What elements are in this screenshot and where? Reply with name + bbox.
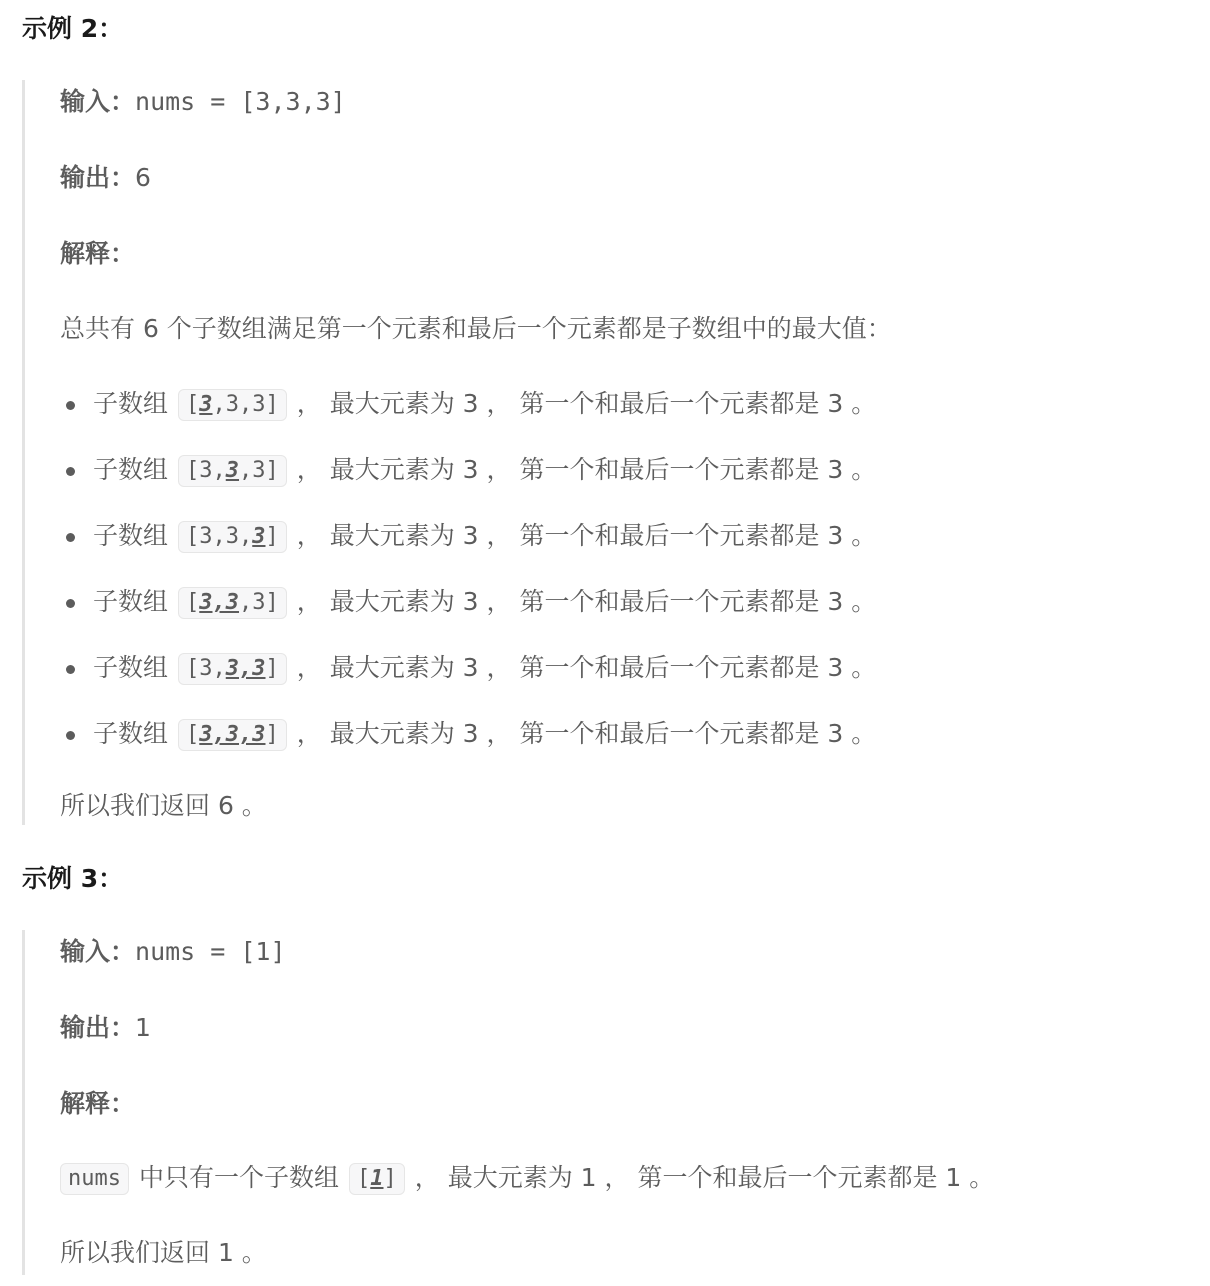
inline-code: [3,3,3]	[178, 587, 287, 619]
example-2-conclusion: 所以我们返回 6 。	[60, 791, 267, 820]
inline-code: [1]	[349, 1163, 405, 1195]
input-label: 输入：	[60, 937, 136, 966]
example-3-block	[22, 930, 995, 1275]
list-item	[60, 521, 876, 553]
explain-tail: ， 最大元素为 1 ， 第一个和最后一个元素都是 1 。	[414, 1163, 995, 1192]
bullet-icon	[66, 467, 75, 476]
bullet-icon	[66, 731, 75, 740]
item-suffix: ， 最大元素为 3 ， 第一个和最后一个元素都是 3 。	[296, 719, 877, 748]
item-prefix: 子数组	[93, 653, 169, 682]
item-suffix: ， 最大元素为 3 ， 第一个和最后一个元素都是 3 。	[296, 521, 877, 550]
output-label: 输出：	[60, 1013, 136, 1042]
example-2-explain-text: 总共有 6 个子数组满足第一个元素和最后一个元素都是子数组中的最大值：	[60, 314, 892, 343]
example-3-explain-label	[60, 1091, 135, 1116]
bullet-icon	[66, 533, 75, 542]
explain-label: 解释：	[60, 239, 136, 268]
example-3-explain-text	[60, 1163, 994, 1195]
item-prefix: 子数组	[93, 719, 169, 748]
example-2-heading: 示例 2：	[22, 14, 124, 43]
list-item	[60, 389, 876, 421]
output-label: 输出：	[60, 163, 136, 192]
example-2-output	[60, 165, 151, 190]
inline-code: [3,3,3]	[178, 521, 287, 553]
output-value: 1	[135, 1013, 151, 1042]
inline-code: [3,3,3]	[178, 389, 287, 421]
example-3-conclusion: 所以我们返回 1 。	[60, 1238, 267, 1267]
item-suffix: ， 最大元素为 3 ， 第一个和最后一个元素都是 3 。	[296, 587, 877, 616]
example-2-explain-label	[60, 241, 135, 266]
item-suffix: ， 最大元素为 3 ， 第一个和最后一个元素都是 3 。	[296, 653, 877, 682]
bullet-icon	[66, 599, 75, 608]
input-value: nums = [1]	[135, 937, 286, 966]
inline-code: [3,3,3]	[178, 455, 287, 487]
inline-code: [3,3,3]	[178, 653, 287, 685]
example-3-output	[60, 1015, 151, 1040]
example-2-block	[22, 80, 892, 825]
bullet-icon	[66, 665, 75, 674]
item-suffix: ， 最大元素为 3 ， 第一个和最后一个元素都是 3 。	[296, 389, 877, 418]
explain-mid: 中只有一个子数组	[138, 1163, 339, 1192]
example-3-input	[60, 939, 286, 964]
item-suffix: ， 最大元素为 3 ， 第一个和最后一个元素都是 3 。	[296, 455, 877, 484]
bullet-icon	[66, 401, 75, 410]
explain-label: 解释：	[60, 1089, 136, 1118]
input-label: 输入：	[60, 87, 136, 116]
item-prefix: 子数组	[93, 521, 169, 550]
list-item	[60, 719, 876, 751]
list-item	[60, 455, 876, 487]
example-2-input	[60, 89, 346, 114]
inline-code: nums	[60, 1163, 129, 1195]
item-prefix: 子数组	[93, 389, 169, 418]
item-prefix: 子数组	[93, 455, 169, 484]
input-value: nums = [3,3,3]	[135, 87, 346, 116]
inline-code: [3,3,3]	[178, 719, 287, 751]
example-3-heading: 示例 3：	[22, 864, 124, 893]
item-prefix: 子数组	[93, 587, 169, 616]
list-item	[60, 587, 876, 619]
output-value: 6	[135, 163, 151, 192]
list-item	[60, 653, 876, 685]
